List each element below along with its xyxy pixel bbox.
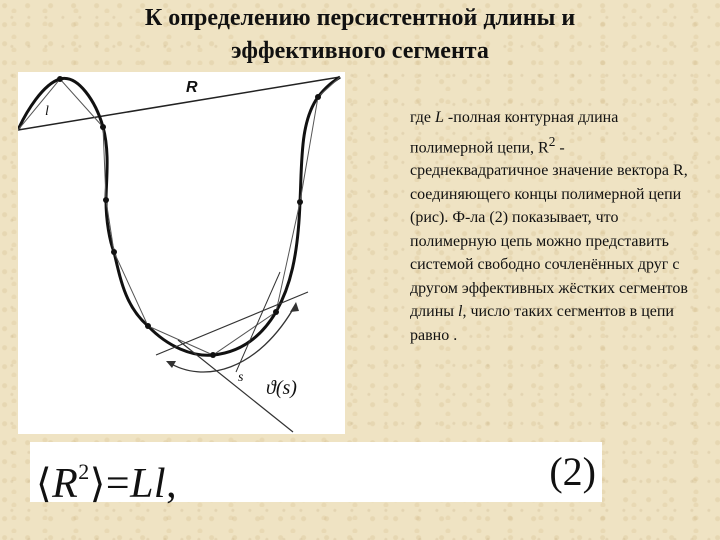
description-symbol-l: l (458, 303, 463, 321)
formula-right-angle: ⟩ (89, 461, 106, 506)
tangent-line-3 (236, 272, 280, 372)
slide-title (60, 2, 660, 68)
formula-equals: = (105, 461, 131, 507)
description-superscript: 2 (548, 133, 556, 149)
end-to-end-vector-line (18, 77, 340, 130)
label-R: R (186, 79, 198, 96)
chain-contour (18, 77, 340, 355)
formula-left-angle: ⟨ (36, 461, 53, 506)
label-l: l (45, 104, 49, 119)
polymer-chain-diagram (18, 72, 345, 434)
description-part-2: -полная контурная длина полимерной цепи, R (410, 109, 619, 156)
effective-segments (18, 77, 340, 355)
formula-comma: , (166, 461, 178, 507)
description-text (410, 106, 695, 347)
label-theta: ϑ(s) (266, 377, 297, 399)
polymer-chain-figure (18, 72, 345, 434)
label-s: s (238, 370, 244, 385)
segment-joints (57, 76, 321, 358)
title-line-1: К определению персистентной длины и (144, 5, 576, 31)
description-part-3: - среднеквадратичное значение вектора R, соединяющего концы полимерной цепи (рис). Ф-ла (2) показывает, что полимерную цепь можно представить системой свободно сочленённых друг с другом эффективных жёстких сегментов длины (410, 138, 688, 321)
formula-symbol-R: R (52, 461, 79, 507)
formula-panel (30, 442, 602, 507)
arc-arrow-right (290, 302, 299, 312)
formula-symbol-l: l (153, 461, 167, 507)
formula-expression (36, 444, 177, 512)
formula-number: (2) (549, 449, 596, 494)
arc-arrow-left (166, 361, 176, 368)
tangent-line-1 (156, 292, 308, 355)
description-part-1: где (410, 109, 436, 126)
description-part-4: , число таких сегментов в цепи равно . (410, 303, 674, 344)
formula-exponent: 2 (78, 459, 90, 484)
title-line-2: эффективного сегмента (231, 38, 489, 64)
formula-symbol-L: L (130, 461, 154, 507)
description-symbol-L: L (435, 109, 444, 126)
